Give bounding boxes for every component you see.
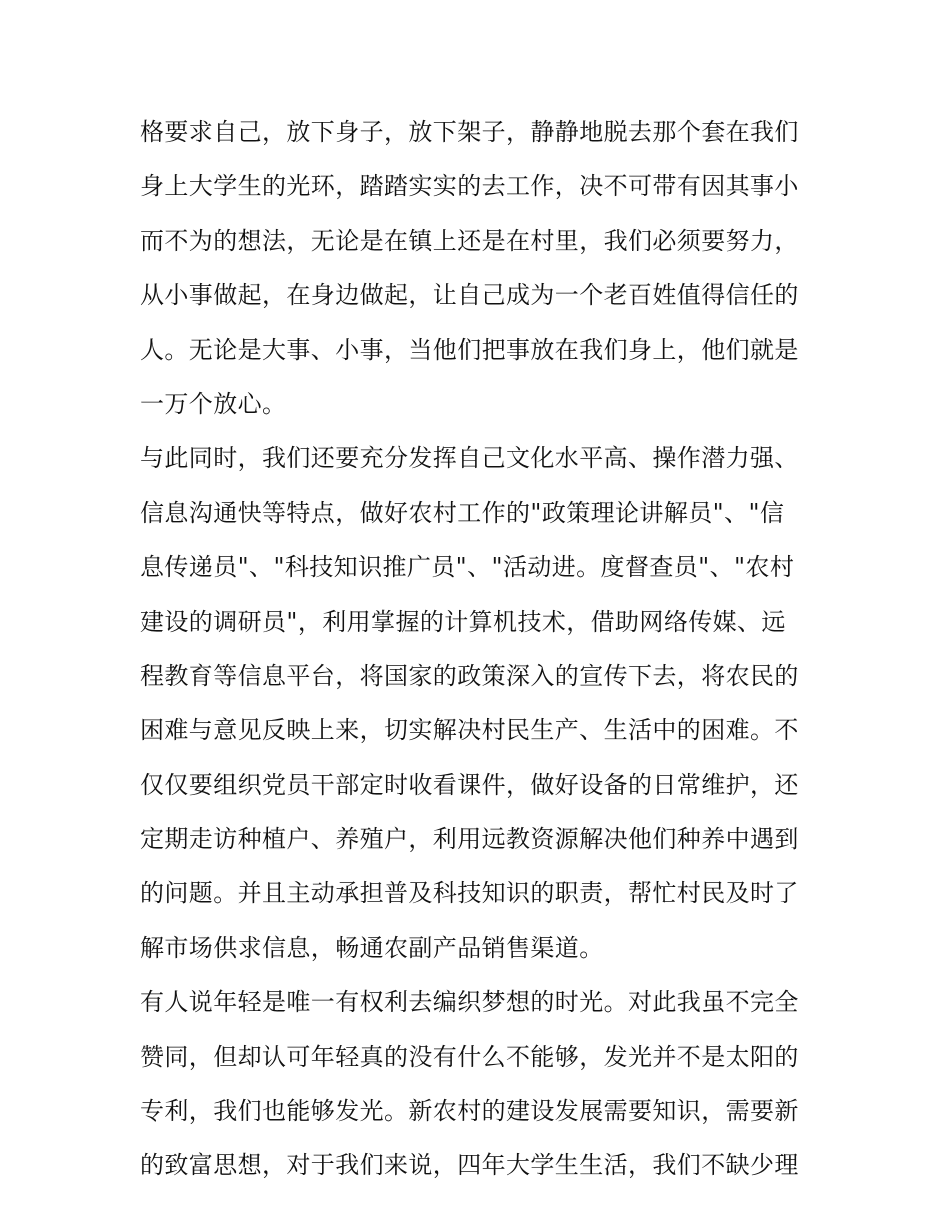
text-line: 身上大学生的光环，踏踏实实的去工作，决不可带有因其事小 [140, 172, 799, 201]
text-line: 信息沟通快等特点，做好农村工作的"政策理论讲解员"、"信 [140, 498, 785, 527]
text-line: 息传递员"、"科技知识推广员"、"活动进。度督查员"、"农村 [140, 553, 795, 582]
text-line: 有人说年轻是唯一有权利去编织梦想的时光。对此我虽不完全 [140, 988, 799, 1017]
text-line: 从小事做起，在身边做起，让自己成为一个老百姓值得信任的 [140, 281, 799, 310]
text-line: 仅仅要组织党员干部定时收看课件，做好设备的日常维护，还 [140, 770, 799, 799]
text-line: 程教育等信息平台，将国家的政策深入的宣传下去，将农民的 [140, 661, 799, 690]
text-line: 与此同时，我们还要充分发挥自己文化水平高、操作潜力强、 [140, 444, 799, 473]
text-line: 建设的调研员"，利用掌握的计算机技术，借助网络传媒、远 [140, 607, 786, 636]
text-line: 人。无论是大事、小事，当他们把事放在我们身上，他们就是 [140, 335, 799, 364]
text-line: 的问题。并且主动承担普及科技知识的职责，帮忙村民及时了 [140, 879, 799, 908]
text-line: 而不为的想法，无论是在镇上还是在村里，我们必须要努力， [140, 226, 799, 255]
text-line: 格要求自己，放下身子，放下架子，静静地脱去那个套在我们 [140, 118, 799, 146]
text-line: 一万个放心。 [140, 389, 287, 418]
text-line: 定期走访种植户、养殖户，利用远教资源解决他们种养中遇到 [140, 825, 799, 854]
text-line: 的致富思想，对于我们来说，四年大学生生活，我们不缺少理 [140, 1151, 799, 1180]
text-line: 解市场供求信息，畅通农副产品销售渠道。 [140, 933, 604, 962]
body-text [140, 105, 820, 1193]
text-line: 专利，我们也能够发光。新农村的建设发展需要知识，需要新 [140, 1097, 799, 1126]
text-line: 困难与意见反映上来，切实解决村民生产、生活中的困难。不 [140, 716, 799, 745]
text-line: 赞同，但却认可年轻真的没有什么不能够，发光并不是太阳的 [140, 1042, 799, 1071]
